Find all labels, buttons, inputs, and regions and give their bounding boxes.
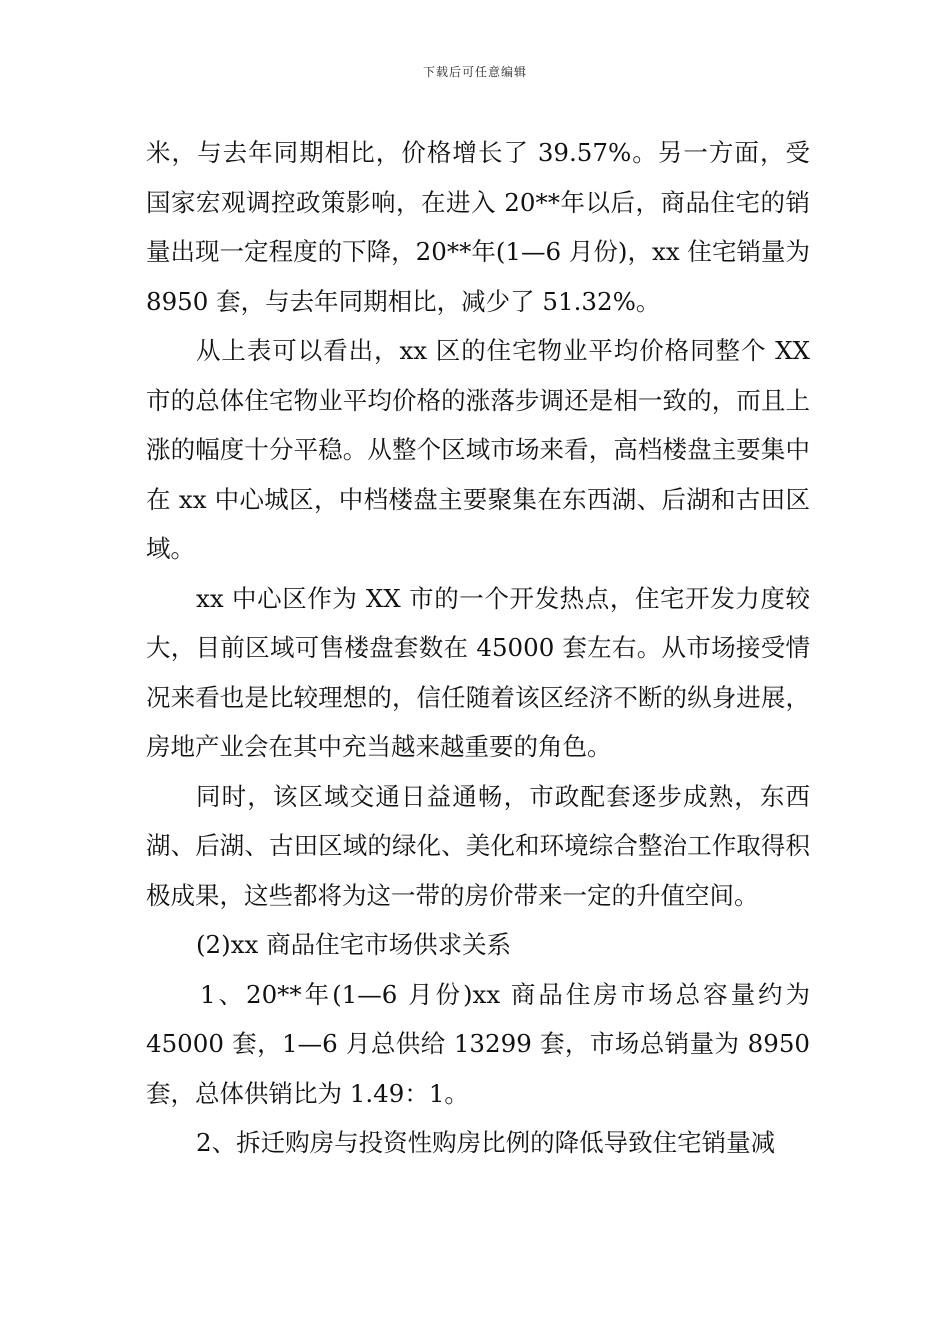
paragraph-infrastructure: 同时，该区域交通日益通畅，市政配套逐步成熟，东西湖、后湖、古田区域的绿化、美化和环境综合整治工作取得积极成果，这些都将为这一带的房价带来一定的升值空间。 bbox=[146, 781, 810, 910]
paragraph-relocation-investment: 2、拆迁购房与投资性购房比例的降低导致住宅销量减 bbox=[196, 1128, 776, 1157]
paragraph-price-trend: 从上表可以看出，xx 区的住宅物业平均价格同整个 XX 市的总体住宅物业平均价格的涨落步调还是相一致的，而且上涨的幅度十分平稳。从整个区域市场来看，高档楼盘主要集中在 xx 中心城区，中档楼盘主要聚集在东西湖、后湖和古田区域。 bbox=[146, 336, 810, 563]
paragraph-price-and-sales: 米，与去年同期相比，价格增长了 39.57%。另一方面，受国家宏观调控政策影响，在进入 20**年以后，商品住宅的销量出现一定程度的下降，20**年(1—6 月份)，xx 住宅销量为 8950 套，与去年同期相比，减少了 51.32%。 bbox=[146, 138, 810, 316]
paragraph-supply-demand-ratio: 1、20**年(1—6 月份)xx 商品住房市场总容量约为 45000 套，1—6 月总供给 13299 套，市场总销量为 8950 套，总体供销比为 1.49：1。 bbox=[146, 979, 810, 1108]
page-header-note: 下载后可任意编辑 bbox=[422, 65, 527, 79]
paragraph-center-district: xx 中心区作为 XX 市的一个开发热点，住宅开发力度较大，目前区域可售楼盘套数在 45000 套左右。从市场接受情况来看也是比较理想的，信任随着该区经济不断的纵身进展，房地产业会在其中充当越来越重要的角色。 bbox=[146, 583, 810, 761]
section-heading-supply-demand: (2)xx 商品住宅市场供求关系 bbox=[196, 930, 512, 959]
document-body bbox=[146, 128, 810, 1168]
